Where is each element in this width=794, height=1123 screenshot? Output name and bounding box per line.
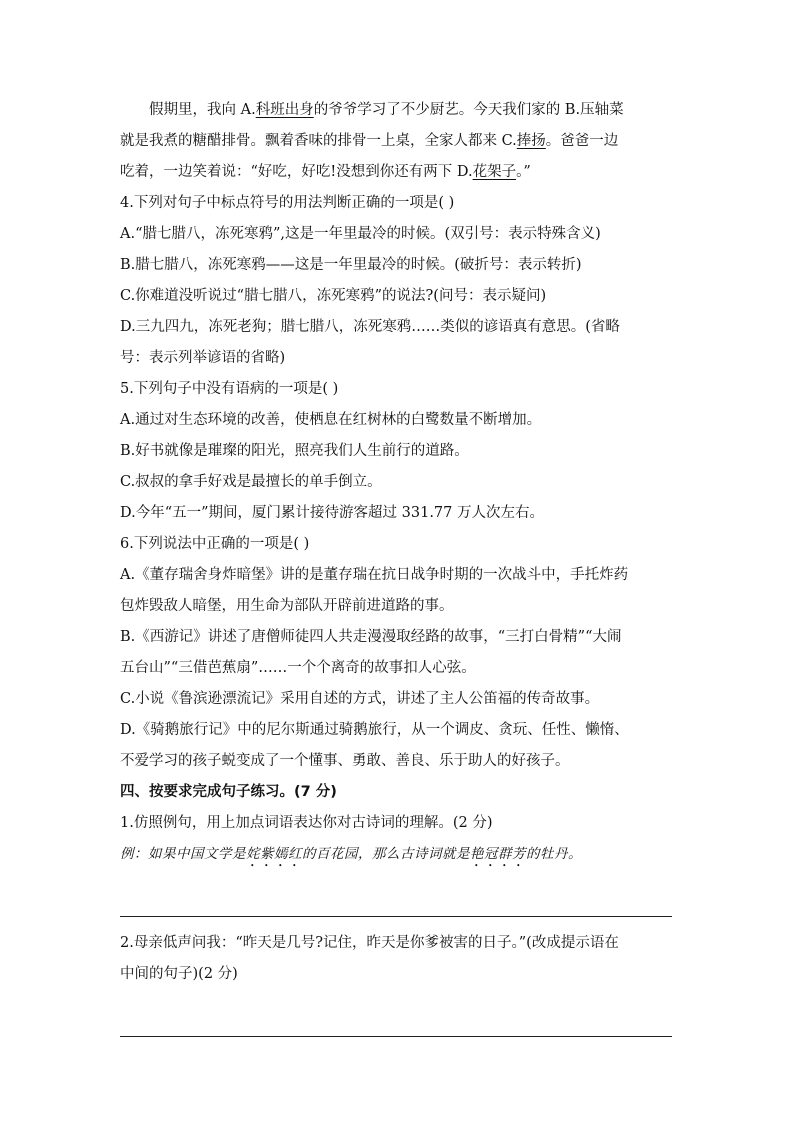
passage-line-3 (120, 157, 680, 188)
q6-option-b-line1: B.《西游记》讲述了唐僧师徒四人共走漫漫取经路的故事，“三打白骨精”“大闹 (120, 629, 622, 645)
q6-stem: 6.下列说法中正确的一项是( ) (120, 536, 310, 552)
underlined-term-d: 花架子 (472, 164, 517, 180)
worksheet-content (120, 95, 680, 1048)
passage-line-1 (120, 95, 680, 126)
passage-text: 。爸爸一边 (545, 133, 619, 149)
dotted-word-2: 艳冠群芳 (470, 846, 526, 862)
underlined-term-a: 科班出身 (255, 102, 314, 118)
s4-q2-line2: 中间的句子)(2 分) (120, 966, 238, 982)
q5-option-c: C.叔叔的拿手好戏是最擅长的单手倒立。 (120, 474, 382, 490)
answer-line-1[interactable] (120, 916, 672, 917)
passage-text: 的爷爷学习了不少厨艺。今天我们家的 B.压轴菜 (313, 102, 624, 118)
q4-option-d-line2: 号：表示列举谚语的省略) (120, 350, 286, 366)
q6-option-d-line1: D.《骑鹅旅行记》中的尼尔斯通过骑鹅旅行，从一个调皮、贪玩、任性、懒惰、 (120, 722, 629, 738)
q4-option-d-line1: D.三九四九，冻死老狗；腊七腊八，冻死寒鸦……类似的谚语真有意思。(省略 (120, 319, 620, 335)
passage-line-2 (120, 126, 680, 157)
q4-option-b: B.腊七腊八，冻死寒鸦——这是一年里最冷的时候。(破折号：表示转折) (120, 257, 582, 273)
example-text: 的牡丹。 (526, 846, 582, 862)
example-text: 例：如果中国文学是 (120, 846, 246, 862)
q4-stem: 4.下列对句子中标点符号的用法判断正确的一项是( ) (120, 195, 455, 211)
q6-option-a-line2: 包炸毁敌人暗堡，用生命为部队开辟前进道路的事。 (120, 598, 454, 614)
underlined-term-c: 捧扬 (516, 133, 546, 149)
answer-space (120, 990, 680, 1024)
passage-text: 假期里，我向 A. (149, 102, 256, 118)
answer-line-2[interactable] (120, 1036, 672, 1037)
q6-option-c: C.小说《鲁滨逊漂流记》采用自述的方式，讲述了主人公笛福的传奇故事。 (120, 691, 600, 707)
q4-option-c: C.你难道没听说过“腊七腊八，冻死寒鸦”的说法?(问号：表示疑问) (120, 288, 547, 304)
answer-space (120, 870, 680, 904)
dotted-word-1: 姹紫嫣红 (246, 846, 302, 862)
q4-option-a: A.“腊七腊八，冻死寒鸦”,这是一年里最冷的时候。(双引号：表示特殊含义) (120, 226, 601, 242)
q5-option-b: B.好书就像是璀璨的阳光，照亮我们人生前行的道路。 (120, 443, 469, 459)
q5-option-d: D.今年“五一”期间，厦门累计接待游客超过 331.77 万人次左右。 (120, 505, 544, 521)
q6-option-a-line1: A.《董存瑞舍身炸暗堡》讲的是董存瑞在抗日战争时期的一次战斗中，手托炸药 (120, 567, 629, 583)
s4-q2-line1: 2.母亲低声问我：“昨天是几号?记住，昨天是你爹被害的日子。”(改成提示语在 (120, 935, 619, 951)
s4-q1-stem: 1.仿照例句，用上加点词语表达你对古诗词的理解。(2 分) (120, 815, 493, 831)
s4-q1-example (120, 839, 680, 870)
q5-option-a: A.通过对生态环境的改善，使栖息在红树林的白鹭数量不断增加。 (120, 412, 542, 428)
passage-text: 。” (516, 164, 531, 180)
q6-option-d-line2: 不爱学习的孩子蜕变成了一个懂事、勇敢、善良、乐于助人的好孩子。 (120, 753, 570, 769)
passage-text: 吃着，一边笑着说：“好吃，好吃!没想到你还有两下 D. (120, 164, 473, 180)
q5-stem: 5.下列句子中没有语病的一项是( ) (120, 381, 339, 397)
q6-option-b-line2: 五台山”“三借芭蕉扇”……一个个离奇的故事扣人心弦。 (120, 660, 476, 676)
example-text: 的百花园，那么古诗词就是 (302, 846, 470, 862)
passage-text: 就是我煮的糖醋排骨。飘着香味的排骨一上桌，全家人都来 C. (120, 133, 517, 149)
section-heading: 四、按要求完成句子练习。(7 分) (120, 784, 337, 800)
